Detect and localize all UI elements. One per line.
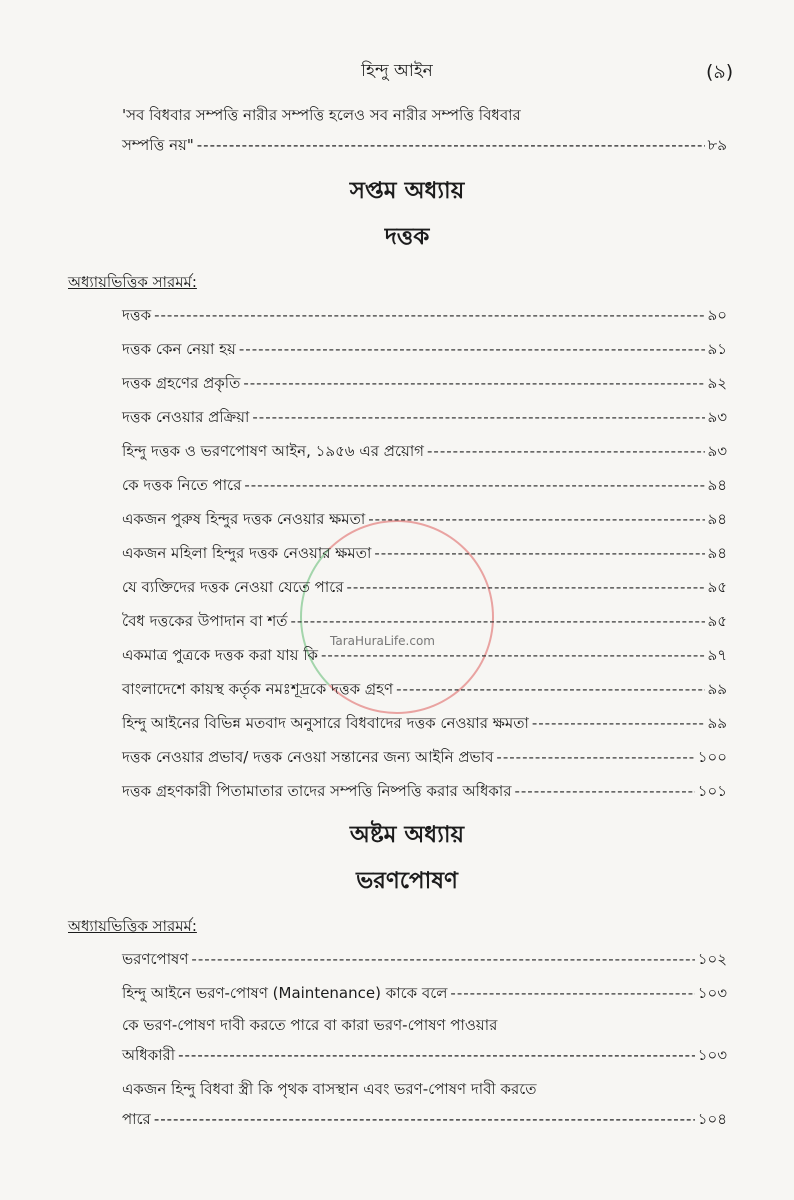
chapter-number-title: সপ্তম অধ্যায় [349,178,465,204]
toc-entry [122,434,727,468]
dot-leader [368,502,704,536]
page-number: (৯) [706,61,734,83]
dot-leader [450,976,694,1010]
toc-entry [122,740,727,774]
entry-page: ৯২ [707,374,727,392]
dot-leader [178,1040,695,1070]
dot-leader [243,366,704,400]
dot-leader [191,942,694,976]
dot-leader [374,536,704,570]
dot-leader [244,468,704,502]
entry-text: একমাত্র পুত্রকে দত্তক করা যায় কি [122,646,318,664]
toc-entry [122,100,727,160]
entry-page: ৯০ [707,306,727,324]
chapter-title: দত্তক [384,224,430,250]
entry-text-line1: কে ভরণ-পোষণ দাবী করতে পারে বা কারা ভরণ-পোষণ পাওয়ার [122,1016,498,1034]
entry-text: বৈধ দত্তকের উপাদান বা শর্ত [122,612,288,630]
toc-entry [122,468,727,502]
chapter-section [0,812,794,1134]
entry-text: একজন পুরুষ হিন্দুর দত্তক নেওয়ার ক্ষমতা [122,510,366,528]
chapter-number-title: অষ্টম অধ্যায় [349,822,465,848]
entry-text: দত্তক [122,306,152,324]
table-of-contents [0,100,794,1138]
entry-text-line1: 'সব বিধবার সম্পত্তি নারীর সম্পত্তি হলেও সব নারীর সম্পত্তি বিধবার [122,106,521,124]
entry-text: দত্তক নেওয়ার প্রক্রিয়া [122,408,250,426]
entry-text: হিন্দু আইনে ভরণ-পোষণ (Maintenance) কাকে বলে [122,984,448,1002]
entry-page: ৯৯ [707,714,727,732]
entry-page: ৯৪ [707,476,727,494]
entry-page: ১০৩ [697,984,727,1002]
section-label: অধ্যায়ভিত্তিক সারমর্ম: [68,917,197,935]
dot-leader [154,1104,695,1134]
dot-leader [239,332,705,366]
toc-entry [122,638,727,672]
entry-page: ৯৯ [707,680,727,698]
entry-text-line1: একজন হিন্দু বিধবা স্ত্রী কি পৃথক বাসস্থান এবং ভরণ-পোষণ দাবী করতে [122,1080,537,1098]
entry-text-line2: পারে [122,1110,151,1128]
toc-entry [122,976,727,1010]
chapter-title: ভরণপোষণ [356,868,458,894]
entry-text: দত্তক কেন নেয়া হয় [122,340,236,358]
entry-text: যে ব্যক্তিদের দত্তক নেওয়া যেতে পারে [122,578,344,596]
entry-page: ১০১ [697,782,727,800]
entry-page: ১০৪ [697,1110,727,1128]
entry-page: ৯৫ [707,578,727,596]
toc-entry [122,1010,727,1070]
toc-entry [122,604,727,638]
entry-page: ৯৪ [707,510,727,528]
entry-text: দত্তক গ্রহণকারী পিতামাতার তাদের সম্পত্তি নিষ্পত্তি করার অধিকার [122,782,512,800]
toc-entry [122,536,727,570]
toc-entry [122,298,727,332]
chapter-section [0,168,794,808]
entry-text: কে দত্তক নিতে পারে [122,476,242,494]
toc-entry [122,1074,727,1134]
dot-leader [252,400,704,434]
entry-text-line2: সম্পত্তি নয়" [122,136,194,154]
entry-text-line2: অধিকারী [122,1046,176,1064]
watermark-text: TaraHuraLife.com [330,634,435,648]
dot-leader [427,434,705,468]
entry-page: ৯৭ [707,646,727,664]
entry-page: ৮৯ [707,136,727,154]
entry-page: ৯৩ [707,442,727,460]
entry-page: ৯১ [707,340,727,358]
entry-page: ১০০ [697,748,727,766]
entry-text: বাংলাদেশে কায়স্থ কর্তৃক নমঃশূদ্রকে দত্তক গ্রহণ [122,680,394,698]
toc-entry [122,332,727,366]
toc-entry [122,570,727,604]
dot-leader [197,130,705,160]
entry-text: হিন্দু দত্তক ও ভরণপোষণ আইন, ১৯৫৬ এর প্রয়োগ [122,442,424,460]
toc-entry [122,400,727,434]
running-title: হিন্দু আইন [361,61,433,81]
entry-page: ৯৪ [707,544,727,562]
entry-last-line [122,1104,727,1134]
entry-last-line [122,1040,727,1070]
entry-page: ৯৩ [707,408,727,426]
entry-text: দত্তক নেওয়ার প্রভাব/ দত্তক নেওয়া সন্তানের জন্য আইনি প্রভাব [122,748,494,766]
page-header [0,58,794,88]
toc-entry [122,942,727,976]
dot-leader [321,638,705,672]
toc-entry [122,706,727,740]
dot-leader [346,570,704,604]
entry-text: একজন মহিলা হিন্দুর দত্তক নেওয়ার ক্ষমতা [122,544,372,562]
entry-text: হিন্দু আইনের বিভিন্ন মতবাদ অনুসারে বিধবাদের দত্তক নেওয়ার ক্ষমতা [122,714,529,732]
toc-entry [122,672,727,706]
dot-leader [514,774,694,808]
toc-entry [122,366,727,400]
section-label: অধ্যায়ভিত্তিক সারমর্ম: [68,273,197,291]
dot-leader [396,672,704,706]
entry-text: দত্তক গ্রহণের প্রকৃতি [122,374,241,392]
entry-page: ১০২ [697,950,727,968]
toc-entry [122,774,727,808]
dot-leader [154,298,704,332]
toc-entry [122,502,727,536]
dot-leader [532,706,705,740]
dot-leader [496,740,694,774]
entry-page: ১০৩ [697,1046,727,1064]
entry-page: ৯৫ [707,612,727,630]
dot-leader [291,604,705,638]
entry-text: ভরণপোষণ [122,950,189,968]
